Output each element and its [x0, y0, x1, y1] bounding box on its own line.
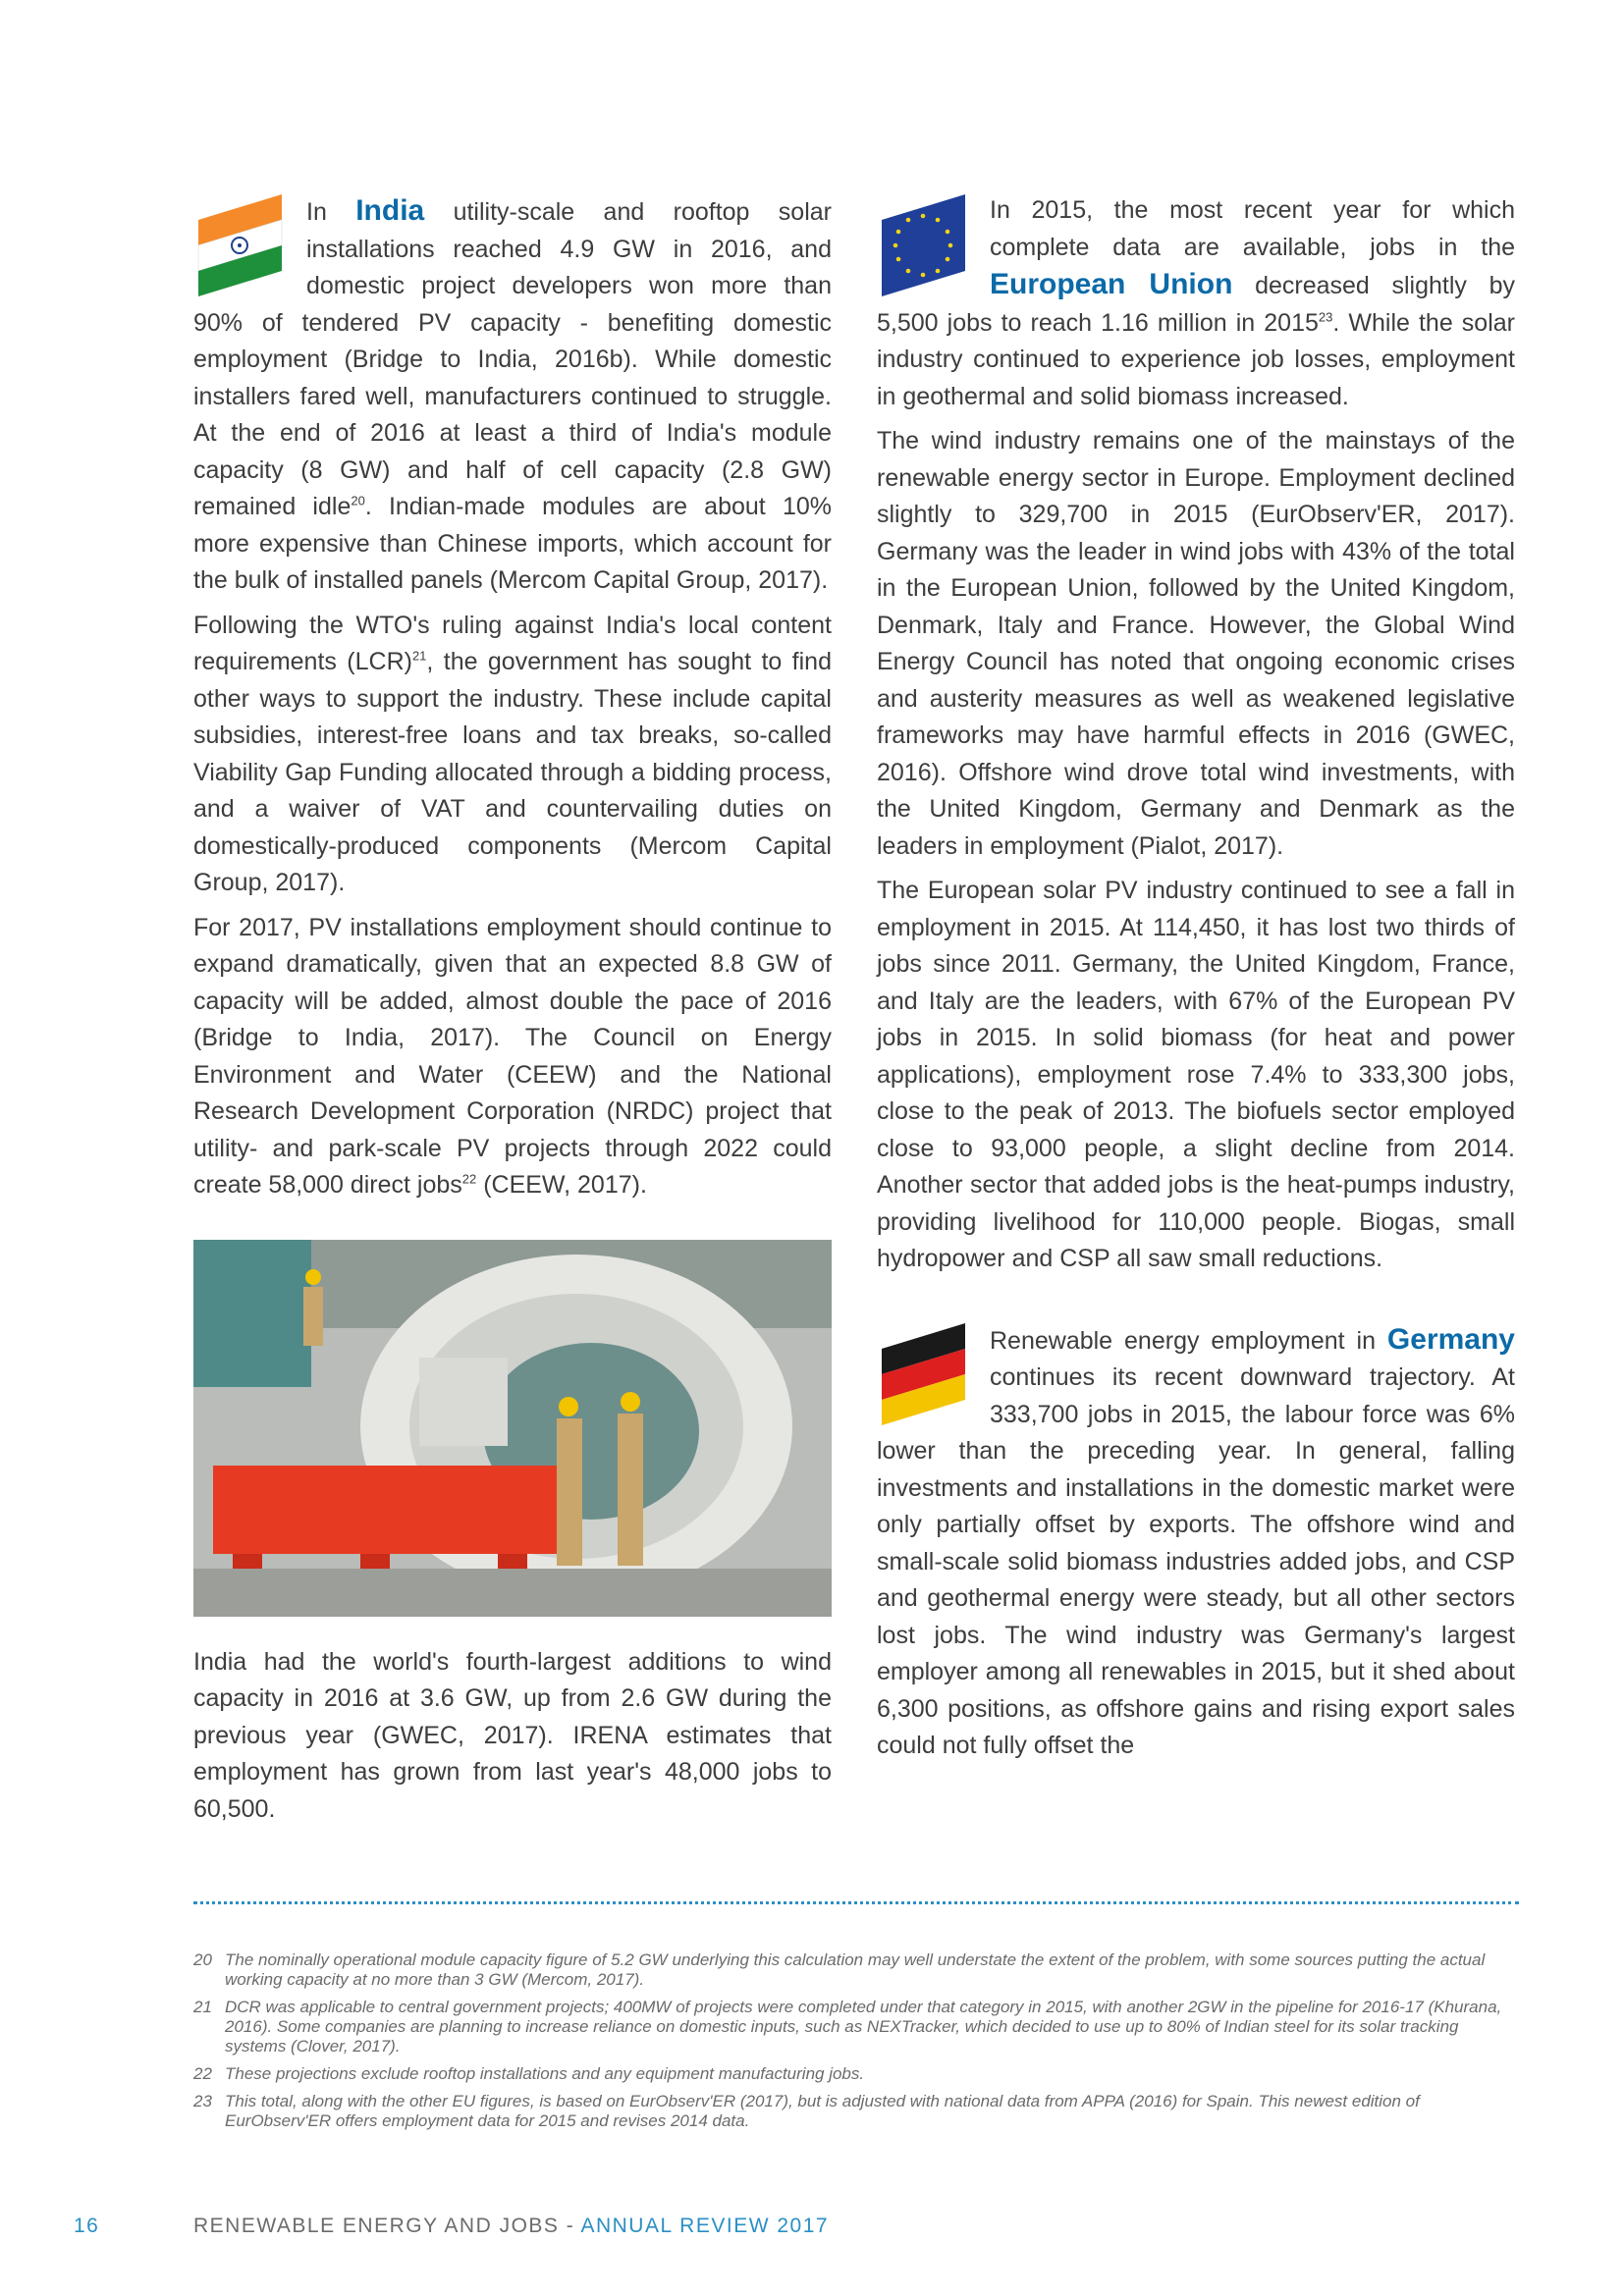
germany-highlight: Germany: [1386, 1322, 1515, 1356]
right-column: [877, 192, 1515, 1773]
footnotes: [193, 1950, 1509, 2139]
footnote-ref-20: 20: [351, 493, 365, 508]
wind-turbine-factory-photo: [193, 1240, 832, 1617]
eu-paragraph-3: The European solar PV industry continued to see a fall in employment in 2015. At 114,450, it has lost two thirds of jobs since 2011. Germany, the United Kingdom, France, and Italy are the leaders, with 67% of the European PV jobs in 2015. In solid biomass (for heat and power applications), employment rose 7.4% to 333,300 jobs, close to the peak of 2013. The biofuels sector employed close to 93,000 people, a slight decline from 2014. Another sector that added jobs is the heat-pumps industry, providing livelihood for 110,000 people. Biogas, small hydropower and CSP all saw small reductions.: [877, 877, 1515, 1272]
india-paragraph-3: For 2017, PV installations employment should continue to expand dramatically, given that an expected 8.8 GW of capacity will be added, almost double the pace of 2016 (Bridge to India, 2017). The Council on Energy Environment and Water (CEEW) and the National Research Development Corporation (NRDC) project that utility- and park-scale PV projects through 2022 could create 58,000 direct jobs$^{22}$ (CEEW, 2017).: [193, 913, 832, 1199]
footnote-20: 20 The nominally operational module capacity figure of 5.2 GW underlying this calculation may well understate the extent of the problem, with some sources putting the actual working capacity at no more than 3 GW (Mercom, 2017).: [193, 1950, 1486, 1989]
eu-paragraph-2: The wind industry remains one of the mainstays of the renewable energy sector in Europe. Employment declined slightly to 329,700 in 2015 (EurObserv'ER, 2017). Germany was the leader in wind jobs with 43% of the total in the European Union, followed by the United Kingdom, Denmark, Italy and France. However, the Global Wind Energy Council has noted that ongoing economic crises and austerity measures as well as weakened legislative frameworks may have harmful effects in 2016 (GWEC, 2016). Offshore wind drove total wind investments, with the United Kingdom, Germany and Denmark as the leaders in employment (Pialot, 2017).: [877, 427, 1515, 860]
india-flag-icon: [193, 192, 287, 298]
germany-flag-icon: [877, 1321, 970, 1427]
footnote-22: 22 These projections exclude rooftop installations and any equipment manufacturing jobs.: [193, 2064, 865, 2083]
india-paragraph-1: In India utility-scale and rooftop solar installations reached 4.9 GW in 2016, and domestic project developers won more than 90% of tendered PV capacity - benefiting domestic employment (Bridge to India, 2016b). While domestic installers fared well, manufacturers continued to struggle. At the end of 2016 at least a third of India's module capacity (8 GW) and half of cell capacity (2.8 GW) remained idle$^{20}$. Indian-made modules are about 10% more expensive than Chinese imports, which account for the bulk of installed panels (Mercom Capital Group, 2017).: [193, 194, 832, 594]
footnote-21: 21 DCR was applicable to central government projects; 400MW of projects were completed under that category in 2015, with another 2GW in the pipeline for 2016-17 (Khurana, 2016). Some companies are planning to increase reliance on domestic inputs, such as NEXTracker, which decided to use up to 80% of Indian steel for its solar tracking systems (Clover, 2017).: [193, 1998, 1502, 2056]
left-column: [193, 192, 832, 1836]
eu-highlight: European Union: [990, 268, 1233, 300]
footnote-23: 23 This total, along with the other EU figures, is based on EurObserv'ER (2017), but is adjusted with national data from APPA (2016) for Spain. This newest edition of EurObserv'ER offers employment data for 2015 and revises 2014 data.: [193, 2092, 1420, 2130]
footnote-ref-21: 21: [411, 648, 427, 664]
footnote-divider: [193, 1901, 1519, 1904]
eu-paragraph-1: In 2015, the most recent year for which complete data are available, jobs in the European Union decreased slightly by 5,500 jobs to reach 1.16 million in 2015$^{23}$. While the solar industry continued to experience job losses, employment in geothermal and solid biomass increased.: [877, 192, 1515, 415]
eu-flag-icon: [877, 192, 970, 298]
india-highlight: India: [355, 194, 425, 227]
india-paragraph-2: Following the WTO's ruling against India's local content requirements (LCR)$^{21}$, the government has sought to find other ways to support the industry. These include capital subsidies, interest-free loans and tax breaks, so-called Viability Gap Funding allocated through a bidding process, and a waiver of VAT and countervailing duties on domestically-produced components (Mercom Capital Group, 2017).: [193, 611, 832, 896]
running-footer: RENEWABLE ENERGY AND JOBS - ANNUAL REVIEW 2017: [193, 2215, 830, 2237]
page-number: 16: [74, 2215, 100, 2237]
footnote-ref-23: 23: [1318, 309, 1333, 325]
germany-paragraph-1: Renewable energy employment in Germany continues its recent downward trajectory. At 333,700 jobs in 2015, the labour force was 6% lower than the preceding year. In general, falling investments and installations in the domestic market were only partially offset by exports. The offshore wind and small-scale solid biomass industries added jobs, and CSP and geothermal energy were steady, but all other sectors lost jobs. The wind industry was Germany's largest employer among all renewables in 2015, but it shed about 6,300 positions, as offshore gains and rising export sales could not fully offset the: [877, 1322, 1515, 1759]
footnote-ref-22: 22: [461, 1171, 477, 1187]
india-paragraph-4: India had the world's fourth-largest additions to wind capacity in 2016 at 3.6 GW, up from 2.6 GW during the previous year (GWEC, 2017). IRENA estimates that employment has grown from last year's 48,000 jobs to 60,500.: [193, 1647, 832, 1823]
